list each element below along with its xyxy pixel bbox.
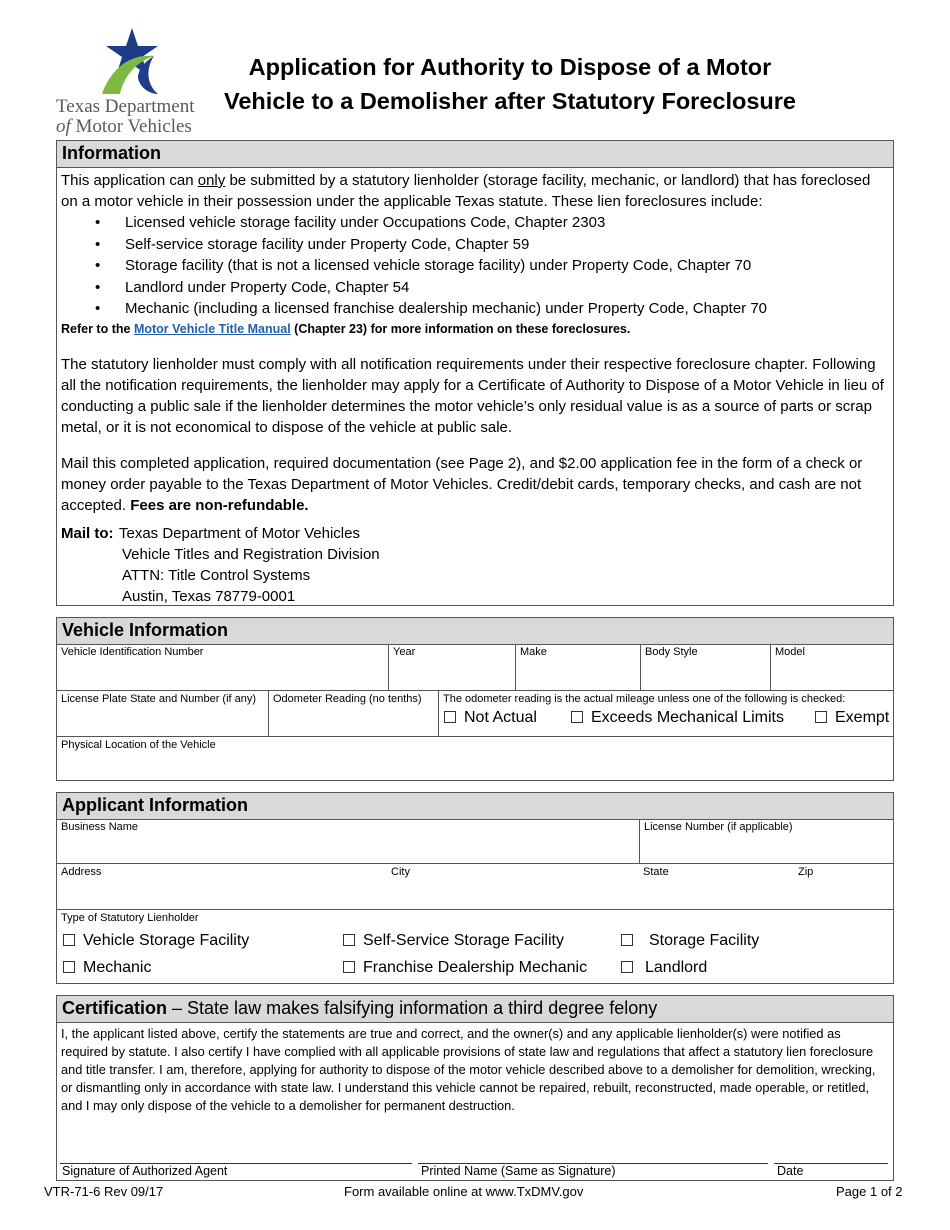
landlord-label: Landlord [645, 959, 708, 976]
year-label: Year [393, 646, 416, 658]
mail-line: Texas Department of Motor Vehicles [119, 524, 360, 542]
page-title [210, 50, 810, 118]
certification-text: I, the applicant listed above, certify the statements are true and correct, and the owner(s) and any applicable lienholder(s) were notified as required by statute. I also certify I have complied with all applicable provisions of state law and regulations that affect a statutory lien foreclosure and title transfer. I am, therefore, applying for authority to dispose of the motor vehicle described above to a demolisher for demolition, wrecking, or dismantling only in accordance with state law. I understand this vehicle cannot be repaired, rebuilt, reconstructed, made operable, or retitled, and I may only dispose of the vehicle to a demolisher for permanent destruction. [61, 1026, 876, 1113]
storage-facility-checkbox[interactable] [621, 932, 759, 950]
zip-field[interactable] [794, 864, 893, 909]
certification-heading-rest: – State law makes falsifying information a third degree felony [167, 998, 658, 1018]
license-number-label: License Number (if applicable) [644, 821, 793, 833]
certification-section [56, 995, 894, 1181]
self-service-storage-checkbox[interactable] [343, 932, 564, 950]
exempt-checkbox[interactable] [815, 709, 889, 727]
information-intro [61, 170, 889, 212]
printed-name-label: Printed Name (Same as Signature) [421, 1164, 616, 1178]
checkbox-box [621, 961, 633, 973]
location-field[interactable] [57, 737, 893, 780]
not-actual-label: Not Actual [464, 709, 537, 726]
odometer-field[interactable] [268, 691, 438, 736]
list-item: • Mechanic (including a licensed franchise dealership mechanic) under Property Code, Chapter 70 [103, 298, 889, 320]
checkbox-box [343, 934, 355, 946]
mechanic-label: Mechanic [83, 959, 152, 976]
logo-text-of: of [56, 116, 71, 137]
make-label: Make [520, 646, 547, 658]
mechanic-checkbox[interactable] [63, 959, 151, 977]
odometer-brand [438, 691, 893, 736]
checkbox-box [343, 961, 355, 973]
information-heading: Information [57, 141, 893, 168]
mail-address [61, 523, 889, 607]
franchise-mechanic-checkbox[interactable] [343, 959, 587, 977]
mail-line: ATTN: Title Control Systems [122, 566, 311, 584]
address-label: Address [61, 866, 102, 878]
intro-pre: This application can [61, 172, 198, 189]
title-line1: Application for Authority to Dispose of a Motor [248, 54, 772, 80]
sssf-label: Self-Service Storage Facility [363, 932, 564, 949]
not-actual-checkbox[interactable] [444, 709, 537, 727]
model-field[interactable] [770, 644, 893, 690]
year-field[interactable] [388, 644, 515, 690]
foreclosure-list [61, 212, 889, 320]
logo-text-line1: Texas Department [56, 96, 195, 117]
sf-label: Storage Facility [649, 932, 760, 949]
landlord-checkbox[interactable] [621, 959, 707, 977]
location-label: Physical Location of the Vehicle [61, 739, 216, 751]
applicant-row-2 [57, 863, 893, 909]
checkbox-box [571, 711, 583, 723]
mail-line: Austin, Texas 78779-0001 [122, 587, 296, 605]
exempt-label: Exempt [835, 709, 890, 726]
city-field[interactable] [387, 864, 639, 909]
odometer-label: Odometer Reading (no tenths) [273, 693, 422, 705]
applicant-row-1 [57, 819, 893, 863]
model-label: Model [775, 646, 805, 658]
exceeds-label: Exceeds Mechanical Limits [591, 709, 784, 726]
page-number: Page 1 of 2 [836, 1184, 903, 1199]
date-label: Date [777, 1164, 804, 1178]
checkbox-box [621, 934, 633, 946]
txdmv-logo [54, 26, 214, 136]
checkbox-box [63, 961, 75, 973]
list-item: • Landlord under Property Code, Chapter 54 [103, 277, 889, 299]
refer-line [61, 320, 889, 338]
body-style-label: Body Style [645, 646, 698, 658]
refer-post: (Chapter 23) for more information on these foreclosures. [290, 321, 631, 336]
mail-paragraph [61, 453, 889, 516]
certification-heading [57, 996, 893, 1023]
information-body [57, 168, 893, 607]
vehicle-heading: Vehicle Information [57, 618, 893, 645]
vin-label: Vehicle Identification Number [61, 646, 204, 658]
state-field[interactable] [639, 864, 794, 909]
vsf-label: Vehicle Storage Facility [83, 932, 250, 949]
fdm-label: Franchise Dealership Mechanic [363, 959, 588, 976]
list-item: • Storage facility (that is not a licensed vehicle storage facility) under Property Code, Chapter 70 [103, 255, 889, 277]
logo-text-rest: Motor Vehicles [75, 116, 192, 137]
vehicle-row-2 [57, 690, 893, 736]
make-field[interactable] [515, 644, 640, 690]
logo-text-line2 [56, 116, 192, 138]
list-item: • Licensed vehicle storage facility under Occupations Code, Chapter 2303 [103, 212, 889, 234]
vehicle-row-3 [57, 736, 893, 780]
non-refundable-text: Fees are non-refundable. [130, 496, 309, 514]
information-section [56, 140, 894, 606]
lienholder-type-label: Type of Statutory Lienholder [61, 912, 199, 924]
intro-only: only [197, 172, 226, 189]
applicant-section [56, 792, 894, 984]
business-name-field[interactable] [57, 819, 639, 863]
star-logo-icon [54, 26, 214, 101]
plate-label: License Plate State and Number (if any) [61, 693, 257, 705]
form-online-note: Form available online at www.TxDMV.gov [344, 1184, 584, 1199]
city-label: City [391, 866, 410, 878]
notification-paragraph: The statutory lienholder must comply with all notification requirements under their respective foreclosure chapter. Following all the notification requirements, the lienholder may apply for a Certificate of Authority to Dispose of a Motor Vehicle in lieu of conducting a public sale if the lienholder determines the motor vehicle’s only residual value is as a source of parts or scrap metal, or it is not economical to dispose of the vehicle at public sale. [61, 355, 884, 436]
odometer-note: The odometer reading is the actual mileage unless one of the following is checked: [443, 693, 846, 705]
applicant-row-3 [57, 909, 893, 983]
checkbox-box [63, 934, 75, 946]
applicant-heading: Applicant Information [57, 793, 893, 820]
address-field[interactable] [57, 864, 387, 909]
checkbox-box [815, 711, 827, 723]
zip-label: Zip [798, 866, 814, 878]
title-manual-link[interactable]: Motor Vehicle Title Manual [133, 321, 291, 336]
mail-paragraph-text: Mail this completed application, required documentation (see Page 2), and $2.00 application fee in the form of a check or money order payable to the Texas Department of Motor Vehicles. Credit/debit cards, temporary checks, and cash are not accepted. [61, 454, 863, 514]
vehicle-storage-facility-checkbox[interactable] [63, 932, 249, 950]
title-line2: Vehicle to a Demolisher after Statutory Foreclosure [223, 88, 796, 114]
list-item: • Self-service storage facility under Property Code, Chapter 59 [103, 234, 889, 256]
body-style-field[interactable] [640, 644, 770, 690]
state-label: State [643, 866, 669, 878]
license-number-field[interactable] [639, 819, 893, 863]
mail-to-label: Mail to: [61, 524, 114, 542]
vehicle-row-1 [57, 644, 893, 690]
exceeds-limits-checkbox[interactable] [571, 709, 784, 727]
intro-post: be submitted by a statutory lienholder (storage facility, mechanic, or landlord) that has foreclosed on a motor vehicle in their possession under the applicable Texas statute. These lien foreclosures include: [61, 172, 871, 210]
business-name-label: Business Name [61, 821, 139, 833]
signature-label: Signature of Authorized Agent [62, 1164, 228, 1178]
checkbox-box [444, 711, 456, 723]
vin-field[interactable] [57, 644, 388, 690]
mail-line: Vehicle Titles and Registration Division [122, 545, 380, 563]
refer-pre: Refer to the [61, 321, 134, 336]
certification-heading-bold: Certification [62, 998, 168, 1018]
form-id: VTR-71-6 Rev 09/17 [44, 1184, 164, 1199]
vehicle-section [56, 617, 894, 781]
plate-field[interactable] [57, 691, 268, 736]
